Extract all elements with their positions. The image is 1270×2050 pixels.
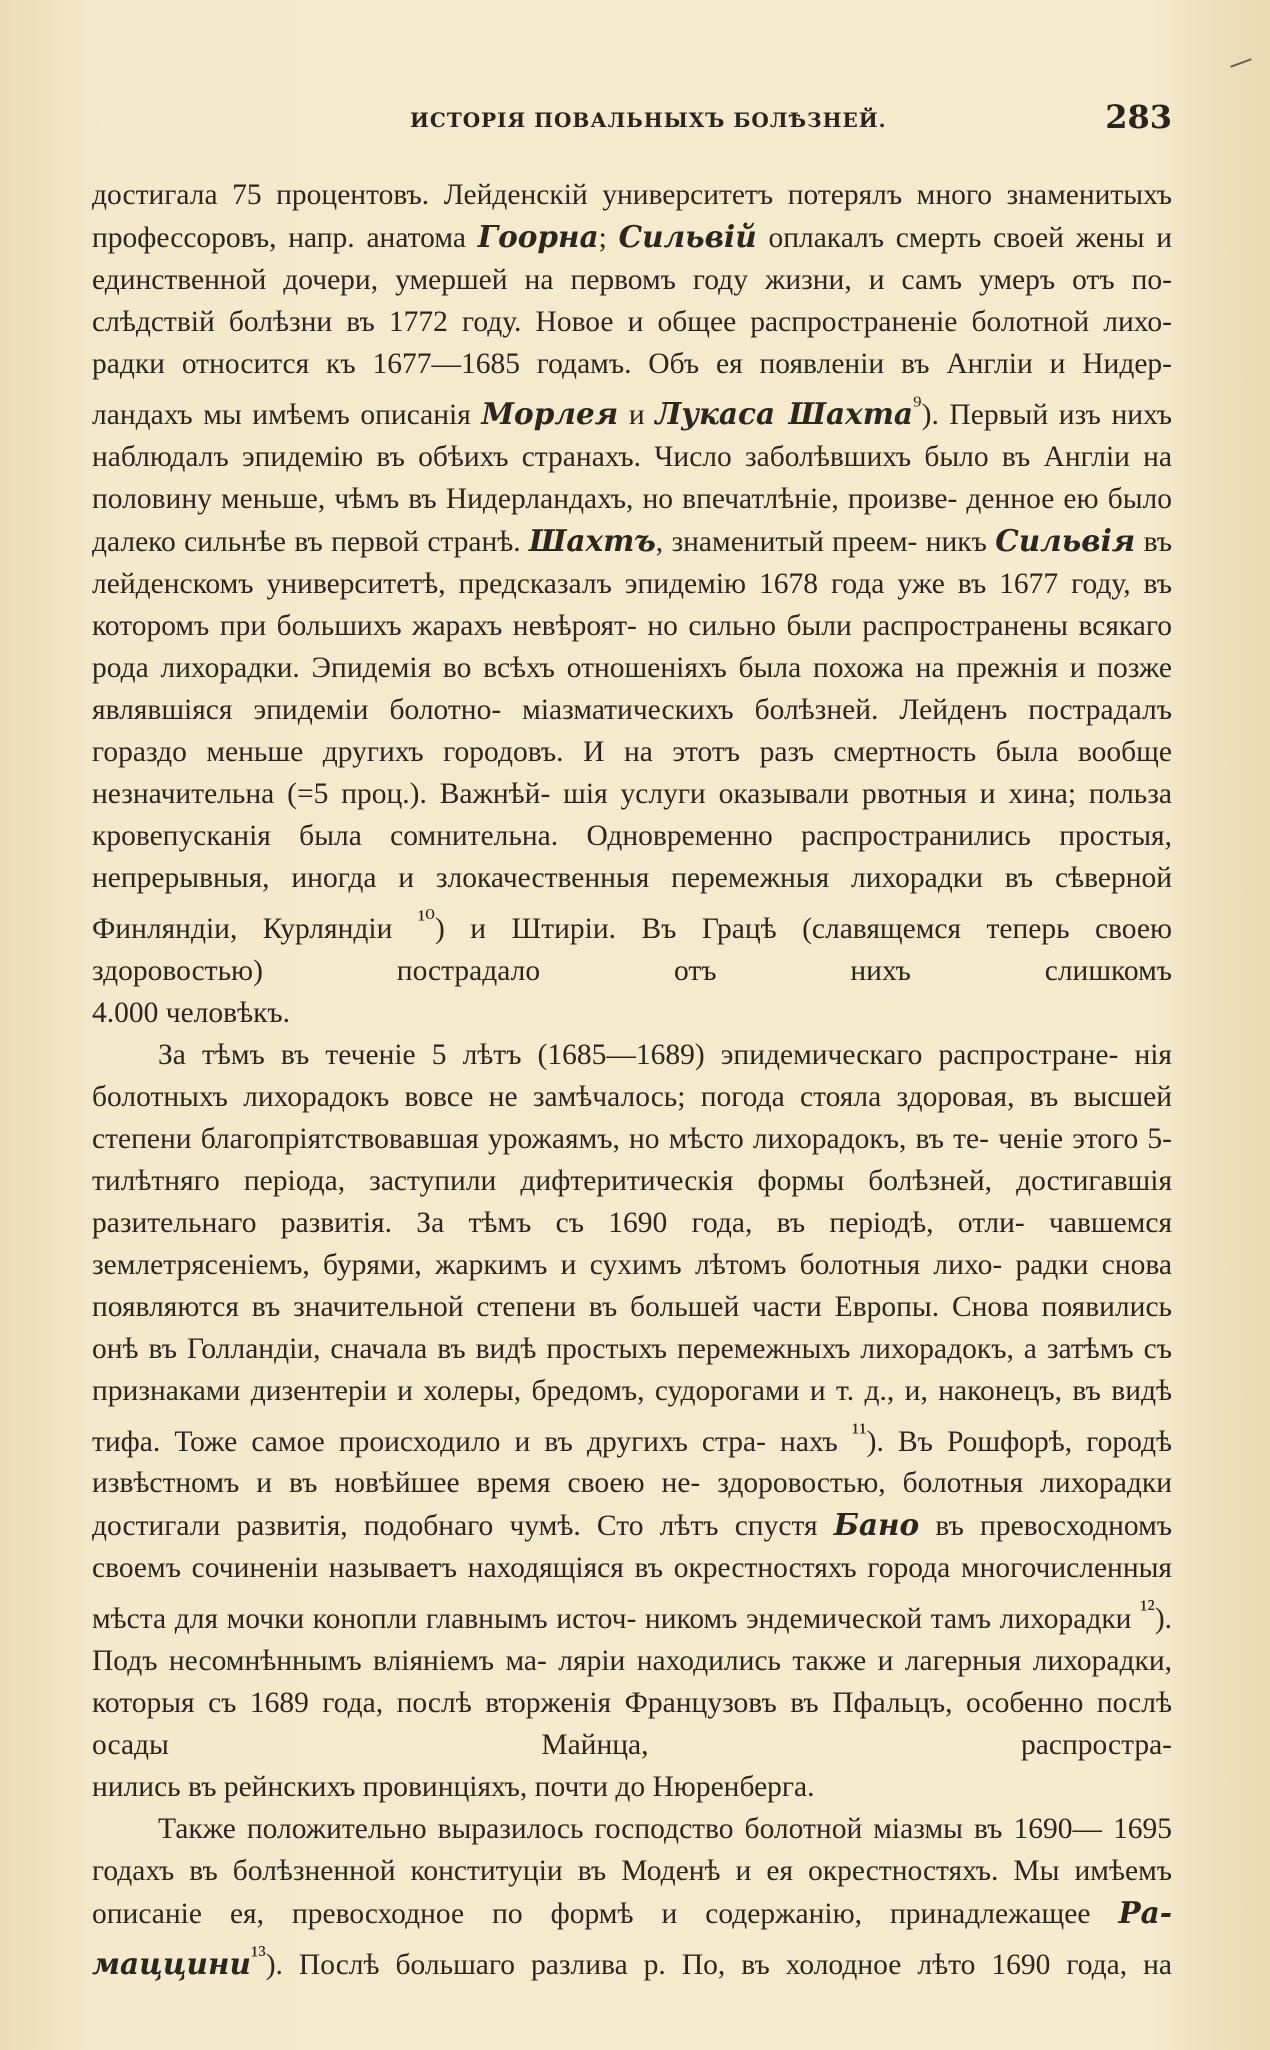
person-name: Сильвій [618,219,757,254]
text-line: никомъ эндемической тамъ лихорадки [644,1603,1132,1636]
text-line: міазматическихъ болѣзней. Лейденъ пострадалъ гораздо меньше другихъ городовъ. [92,693,1172,768]
paragraph-1-end [92,992,1172,1034]
footnote-ref: ¹³ [250,1942,266,1970]
text-line: ). Подъ несомнѣннымъ вліяніемъ ма- [92,1603,1173,1678]
person-name: Ра- [1118,1895,1172,1931]
person-name: маццини [92,1946,251,1982]
text-line: достигала 75 процентовъ. Лейденскій университетъ потерялъ много знаменитыхъ [92,179,1172,211]
footnote-ref: ¹² [1140,1596,1155,1624]
person-name: Лукаса Шахта [655,395,914,431]
text-line: Снова появились онѣ въ Голландіи, сначала въ видѣ простыхъ перемежныхъ [92,1290,1172,1365]
person-name: Сильвія [995,522,1136,558]
paragraph-2 [92,1034,1172,1767]
text-line: лихорадокъ, а затѣмъ съ признаками дизентеріи и холеры, бредомъ, судорогами [92,1332,1172,1407]
person-name: Шахтъ [529,522,656,558]
text-line: нія болотныхъ лихорадокъ вовсе не замѣчалось; погода стояла здоровая, въ [92,1038,1172,1113]
margin-mark [1230,58,1251,67]
text-line: нахъ [780,1425,838,1458]
text-line: За тѣмъ въ теченіе 5 лѣтъ (1685—1689) эпидемическаго распростране- [158,1038,1119,1071]
text-line: ). Послѣ большаго разлива р. По, въ холодное лѣто 1690 года, на [265,1949,1172,1982]
text-line: спустя [734,1510,818,1543]
text-line: радки снова появляются въ значительной степени въ большей части Европы. [92,1248,1173,1323]
text-fragment: ; [598,222,619,254]
text-line: 1695 годахъ въ болѣзненной конституціи въ Моденѣ и ея окрестностяхъ. Мы [92,1813,1172,1888]
page-header [92,98,1172,144]
text-line: окрестностяхъ города многочисленныя мѣста для мочки конопли главнымъ источ- [92,1552,1172,1636]
text-line: вторженія Французовъ въ Пфальцъ, особенно послѣ осады Майнца, распростра- [92,1687,1172,1762]
text-line: здоровостью, болотныя лихорадки достигали развитія, подобнаго чумѣ. Сто лѣтъ [92,1467,1172,1543]
running-title: ИСТОРІЯ ПОВАЛЬНЫХЪ БОЛѢЗНЕЙ. [410,108,887,132]
text-fragment: и [618,398,656,431]
text-line: ляріи находились также и лагерныя лихорадки, которыя съ 1689 года, послѣ [92,1645,1173,1720]
page-number: 283 [1105,98,1172,136]
text-line: ландахъ мы имѣемъ описанія [92,398,471,431]
text-line: ). Въ Рошфорѣ, городѣ извѣстномъ и въ новѣйшее время своею не- [92,1425,1172,1500]
text-line: И на этотъ разъ смертность была вообще незначительна (=5 проц.). Важнѣй- [92,735,1172,810]
paragraph-2-end [92,1766,1172,1808]
text-line: но сильно были распространены всякаго рода лихорадки. Эпидемія во всѣхъ [92,609,1173,684]
text-line: шія услуги оказывали рвотныя и хина; польза кровепусканія была сомнительна. [92,777,1173,852]
text-line: и т. д., и, наконецъ, въ видѣ тифа. Тоже самое происходило и въ другихъ стра- [92,1374,1173,1458]
footnote-ref: ¹⁰ [417,905,436,933]
text-line: перемежныя лихорадки въ сѣверной Финляндіи, Курляндіи [92,861,1173,945]
text-line: радки относится къ 1677—1685 годамъ. Объ ея появленіи въ Англіи и Нидер- [92,348,1172,380]
text-line: ). Первый изъ [921,398,1101,431]
text-line: въ превосходномъ своемъ сочиненіи называетъ находящіяся въ [92,1510,1173,1585]
text-line: нихъ наблюдалъ эпидемію въ обѣихъ странахъ. Число заболѣвшихъ было въ [92,398,1172,473]
text-line: и единственной дочери, умершей на первомъ году жизни, и самъ умеръ отъ по- [92,222,1173,296]
text-line: профессоровъ, напр. анатома [92,222,466,254]
footnote-ref: ⁹ [913,392,922,419]
text-line: , знаменитый преем- [655,525,918,558]
paragraph-3 [92,1808,1172,1986]
text-line: Грацѣ (славящемся теперь своею здоровостью) пострадало отъ нихъ слишкомъ [92,912,1173,987]
text-line: ) и Штиріи. Въ [435,912,677,945]
text-line: высшей степени благопріятствовавшая урожаямъ, но мѣсто лихорадокъ, въ те- [92,1080,1172,1155]
text-line: года уже въ 1677 году, въ которомъ при большихъ жарахъ невѣроят- [92,567,1172,642]
text-line: достигавшія разительнаго развитія. За тѣмъ съ 1690 года, въ періодѣ, отли- [92,1164,1173,1239]
paragraph-1 [92,174,1172,992]
body-text [92,174,1172,1986]
text-line: ченіе этого 5-тилѣтняго періода, заступили дифтеритическія формы болѣзней, [92,1122,1172,1197]
text-line: имѣемъ описаніе ея, превосходное по формѣ и содержанію, принадлежащее [92,1855,1172,1931]
text-line: слѣдствій болѣзни въ 1772 году. Новое и общее распространеніе болотной лихо- [92,306,1172,338]
text-line: 4.000 человѣкъ. [92,996,291,1029]
person-name: Бано [833,1507,920,1543]
person-name: Морлея [481,395,619,431]
text-line: въ лейденскомъ университетѣ, предсказалъ эпидемію 1678 [92,525,1173,600]
text-line: оплакалъ смерть своей жены [756,222,1145,254]
text-line: денное ею было далеко сильнѣе въ первой странѣ. [92,482,1173,558]
text-line: Также положительно выразилось господство болотной міазмы въ 1690— [158,1813,1102,1846]
text-line: Англіи на половину меньше, чѣмъ въ Нидерландахъ, но впечатлѣніе, произве- [92,440,1173,515]
text-line: нились въ рейнскихъ провинціяхъ, почти до Нюренберга. [92,1771,815,1804]
text-line: чавшемся землетрясеніемъ, бурями, жаркимъ и сухимъ лѣтомъ болотныя лихо- [92,1206,1173,1281]
footnote-ref: ¹¹ [851,1418,867,1446]
text-line: отношеніяхъ была похожа на прежнія и позже являвшіяся эпидеміи болотно- [92,651,1173,726]
person-name: Гоорна [477,219,599,254]
text-line: Одновременно распространились простыя, непрерывныя, иногда и злокачественныя [92,819,1172,894]
text-line: никъ [925,525,987,558]
